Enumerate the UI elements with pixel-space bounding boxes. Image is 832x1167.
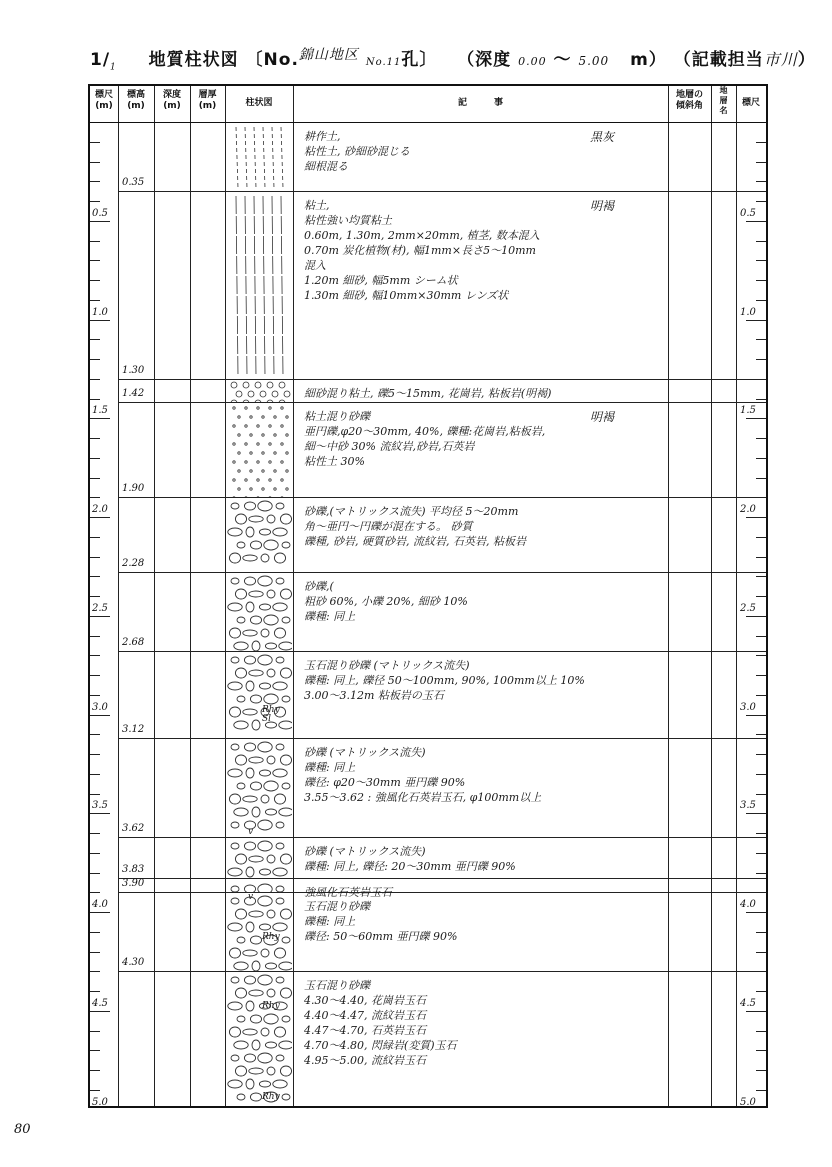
layer-elevation: 2.68 — [122, 637, 145, 649]
scale-label-left: 2.0 — [92, 504, 108, 515]
scale-label-right: 4.0 — [740, 899, 756, 910]
scale-tick-left — [90, 201, 100, 202]
scale-tick-left — [90, 339, 100, 340]
column-pattern — [226, 838, 292, 878]
layer-description-line: 粘性土 30% — [304, 455, 365, 469]
layer-boundary — [118, 572, 766, 573]
scale-tick-left — [90, 260, 100, 261]
scale-tick-left — [90, 1090, 100, 1091]
layer-elevation: 1.42 — [122, 388, 145, 400]
layer-elevation: 1.30 — [122, 364, 145, 376]
layer-description-line: 細根混る — [304, 160, 348, 173]
layer-description-line: 細砂混り粘土, 礫5～15mm, 花崗岩, 粘板岩(明褐) — [304, 386, 552, 400]
scale-tick-right — [756, 557, 766, 558]
scale-tick-right — [756, 754, 766, 755]
scale-tick-left — [90, 162, 100, 163]
layer-boundary — [118, 892, 766, 893]
layer-description-line: 1.20m 細砂, 幅5mm シーム状 — [304, 274, 458, 288]
scale-tick-left — [90, 932, 100, 933]
scale-tick-left — [90, 1070, 100, 1071]
title-hole-no: No.11 — [365, 57, 402, 68]
scale-label-right: 2.5 — [740, 602, 756, 614]
column-pattern — [226, 972, 292, 1109]
page-number: 80 — [14, 1122, 31, 1137]
scale-label-left: 4.5 — [92, 997, 108, 1009]
layer-color-note: 明褐 — [590, 410, 615, 425]
scale-tick-right — [756, 636, 766, 637]
scale-tick-right — [756, 695, 766, 696]
scale-tick-right — [756, 932, 766, 933]
layer-description-line: 礫種: 同上, 礫径 50～100mm, 90%, 100mm以上 10% — [304, 674, 585, 688]
scale-tick-left — [90, 418, 110, 419]
layer-elevation: 2.28 — [122, 558, 145, 570]
scale-tick-left — [90, 734, 100, 735]
scale-tick-right — [756, 596, 766, 597]
scale-tick-left — [90, 1050, 100, 1051]
column-rock-mark: Rhy — [262, 931, 280, 942]
scale-tick-left — [90, 497, 100, 498]
scale-tick-left — [90, 280, 100, 281]
layer-boundary — [118, 738, 766, 739]
scale-label-right: 4.5 — [740, 997, 756, 1009]
header-column: 柱状図 — [245, 98, 273, 108]
scale-label-right: 3.5 — [740, 800, 756, 812]
scale-tick-left — [90, 537, 100, 538]
scale-label-left: 0.5 — [92, 207, 108, 219]
title-depth-unit: m） — [630, 50, 667, 70]
scale-label-left: 3.5 — [92, 800, 108, 812]
scale-tick-right — [756, 241, 766, 242]
scale-tick-left — [90, 557, 100, 558]
scale-tick-right — [756, 1050, 766, 1051]
scale-label-left: 2.5 — [92, 602, 108, 614]
scale-tick-left — [90, 576, 100, 577]
column-pattern — [226, 739, 292, 837]
title-depth-to: 5.00 — [578, 54, 610, 68]
layer-elevation: 4.30 — [122, 957, 145, 969]
column-rock-mark: Rhy — [262, 704, 280, 715]
scale-tick-left — [90, 300, 100, 301]
layer-description-line: 粘性強い均質粘土 — [304, 214, 392, 228]
scale-tick-right — [746, 418, 766, 419]
layer-description-line: 玉石混り砂礫 — [304, 979, 370, 993]
scale-tick-left — [90, 399, 100, 400]
layer-boundary — [118, 651, 766, 652]
layer-elevation: 3.90 — [122, 878, 145, 890]
layer-description-line: 4.70～4.80, 閃緑岩(変質)玉石 — [304, 1039, 457, 1053]
scale-label-left: 1.5 — [92, 405, 108, 417]
layer-boundary — [118, 878, 766, 879]
title-depth-from: 0.00 — [518, 55, 547, 68]
title-no-open: 〔No. — [245, 50, 299, 70]
scale-tick-right — [756, 300, 766, 301]
scale-tick-left — [90, 971, 100, 972]
scale-tick-right — [756, 1090, 766, 1091]
scale-label-right: 2.0 — [740, 504, 756, 515]
scale-label-right: 3.0 — [740, 701, 756, 713]
title-charge-label: （記載担当 — [673, 50, 764, 70]
scale-tick-left — [90, 320, 110, 321]
scale-tick-left — [90, 478, 100, 479]
scale-label-right: 1.0 — [740, 306, 756, 318]
title-label: 地質柱状図 — [148, 50, 239, 70]
scale-tick-right — [756, 991, 766, 992]
scale-tick-right — [746, 616, 766, 617]
scale-tick-right — [746, 715, 766, 716]
title-depth-label: （深度 — [457, 50, 512, 70]
scale-tick-left — [90, 675, 100, 676]
layer-elevation: 1.90 — [122, 483, 145, 495]
scale-tick-right — [746, 1011, 766, 1012]
title-charge-name: 市川 — [763, 50, 798, 69]
layer-elevation: 3.62 — [122, 822, 145, 834]
scale-tick-left — [90, 833, 100, 834]
layer-description-line: 粘性土, 砂細砂混じる — [304, 145, 410, 158]
layer-description-line: 亜円礫,φ20～30mm, 40%, 礫種:花崗岩,粘板岩, — [304, 425, 546, 439]
scale-tick-right — [756, 399, 766, 400]
scale-tick-right — [756, 181, 766, 182]
scale-tick-right — [746, 517, 766, 518]
column-rock-mark: Sl — [262, 714, 272, 725]
layer-description-line: 礫種: 同上 — [304, 610, 356, 624]
column-pattern — [226, 573, 292, 651]
scale-tick-right — [756, 833, 766, 834]
layer-description-line: 3.00～3.12m 粘板岩の玉石 — [304, 689, 444, 703]
title-hole-suffix: 孔〕 — [401, 50, 438, 70]
column-pattern — [226, 652, 292, 738]
scale-tick-right — [756, 359, 766, 360]
scale-tick-right — [756, 201, 766, 202]
scale-tick-left — [90, 438, 100, 439]
layer-description-line: 砂礫,(マトリックス流失) 平均径 5～20mm — [304, 505, 519, 519]
scale-tick-left — [90, 655, 100, 656]
scale-tick-right — [756, 537, 766, 538]
scale-tick-right — [756, 734, 766, 735]
column-pattern — [226, 498, 292, 572]
scale-tick-left — [90, 754, 100, 755]
scale-tick-left — [90, 991, 100, 992]
layer-description-line: 4.40～4.47, 流紋岩玉石 — [304, 1009, 426, 1023]
scale-tick-right — [756, 655, 766, 656]
header-scale-left: 標尺 (m) — [94, 90, 113, 111]
scale-tick-left — [90, 458, 100, 459]
scale-tick-left — [90, 794, 100, 795]
layer-description-line: 礫種: 同上 — [304, 761, 356, 775]
column-pattern — [226, 123, 292, 191]
scale-tick-right — [756, 873, 766, 874]
layer-boundary — [118, 191, 766, 192]
scale-tick-left — [90, 616, 110, 617]
scale-tick-left — [90, 853, 100, 854]
scale-tick-left — [90, 241, 100, 242]
layer-description-line: 3.55～3.62 : 強風化石英岩玉石, φ100mm以上 — [304, 791, 542, 805]
layer-description-line: 4.95～5.00, 流紋岩玉石 — [304, 1054, 426, 1068]
column-rock-mark: Rhy — [262, 1000, 280, 1011]
scale-tick-left — [90, 221, 110, 222]
scale-tick-left — [90, 873, 100, 874]
scale-tick-right — [756, 853, 766, 854]
layer-description-line: 角～亜円～円礫が混在する。 砂質 — [304, 520, 473, 534]
layer-color-note: 黒灰 — [590, 130, 615, 144]
layer-color-note: 明褐 — [590, 199, 615, 214]
layer-description-line: 0.60m, 1.30m, 2mm×20mm, 植茎, 数本混入 — [304, 229, 540, 243]
scale-tick-right — [756, 142, 766, 143]
scale-tick-right — [746, 912, 766, 913]
layer-description-line: 礫種, 砂岩, 硬質砂岩, 流紋岩, 石英岩, 粘板岩 — [304, 535, 526, 549]
scale-label-right: 0.5 — [740, 207, 756, 219]
scale-tick-right — [756, 1031, 766, 1032]
header-description: 記 事 — [457, 98, 503, 108]
scale-tick-right — [756, 339, 766, 340]
scale-tick-left — [90, 892, 100, 893]
scale-tick-right — [756, 794, 766, 795]
layer-elevation: 3.83 — [122, 864, 145, 876]
scale-tick-left — [90, 774, 100, 775]
scale-tick-right — [756, 478, 766, 479]
scale-tick-left — [90, 596, 100, 597]
scale-tick-left — [90, 813, 110, 814]
layer-description-line: 砂礫 (マトリックス流失) — [304, 746, 426, 760]
scale-tick-right — [756, 260, 766, 261]
column-rock-mark: v — [248, 826, 254, 837]
layer-description-line: 4.30～4.40, 花崗岩玉石 — [304, 994, 426, 1008]
scale-tick-right — [756, 280, 766, 281]
layer-description-line: 玉石混り砂礫 — [304, 900, 370, 914]
scale-tick-right — [756, 774, 766, 775]
scale-tick-right — [746, 320, 766, 321]
scale-label-left: 5.0 — [92, 1096, 108, 1108]
title-depth-tilde: ～ — [553, 50, 572, 70]
layer-description-line: 玉石混り砂礫 (マトリックス流失) — [304, 659, 470, 673]
scale-tick-left — [90, 695, 100, 696]
scale-tick-left — [90, 181, 100, 182]
layer-description-line: 礫径: φ20～30mm 亜円礫 90% — [304, 776, 466, 790]
title-site: 錦山地区 — [298, 47, 359, 63]
layer-description-line: 1.30m 細砂, 幅10mm×30mm レンズ状 — [304, 289, 509, 303]
layer-description-line: 粘土, — [304, 199, 330, 213]
scale-tick-right — [756, 1070, 766, 1071]
layer-description-line: 礫種: 同上 — [304, 915, 356, 929]
column-rock-mark: v — [248, 892, 254, 903]
scale-tick-left — [90, 517, 110, 518]
layer-description-line: 0.70m 炭化植物(材), 幅1mm×長さ5～10mm — [304, 244, 536, 258]
scale-label-right: 5.0 — [740, 1096, 756, 1108]
scale-tick-right — [756, 675, 766, 676]
header-depth: 深度 (m) — [162, 90, 181, 111]
layer-description-line: 耕作土, — [304, 130, 341, 143]
column-pattern — [226, 380, 292, 403]
scale-tick-left — [90, 142, 100, 143]
layer-description-line: 混入 — [304, 259, 326, 273]
scale-label-right: 1.5 — [740, 405, 756, 417]
header-dip: 地層の 傾斜角 — [675, 90, 703, 111]
layer-description-line: 砂礫,( — [304, 580, 334, 594]
scale-tick-right — [756, 952, 766, 953]
scale-tick-left — [90, 952, 100, 953]
header-elevation: 標高 (m) — [126, 90, 145, 111]
scale-tick-right — [756, 458, 766, 459]
sheet-title — [90, 44, 816, 72]
layer-boundary — [118, 497, 766, 498]
scale-tick-right — [756, 162, 766, 163]
layer-boundary — [118, 837, 766, 838]
header-thickness: 層厚 (m) — [198, 90, 217, 111]
scale-tick-right — [746, 813, 766, 814]
title-prefix: 1/ — [90, 50, 111, 70]
scale-label-left: 3.0 — [92, 701, 108, 713]
scale-tick-right — [756, 438, 766, 439]
layer-boundary — [118, 971, 766, 972]
layer-description-line: 細～中砂 30% 流紋岩,砂岩,石英岩 — [304, 440, 475, 454]
scale-tick-left — [90, 912, 110, 913]
layer-description-line: 礫種: 同上, 礫径: 20～30mm 亜円礫 90% — [304, 859, 516, 873]
column-rock-mark: Rhy — [262, 1091, 280, 1102]
layer-description-line: 砂礫 (マトリックス流失) — [304, 844, 426, 858]
layer-description-line: 粗砂 60%, 小礫 20%, 細砂 10% — [304, 595, 468, 609]
layer-description-line: 強風化石英岩玉石 — [304, 886, 392, 900]
layer-description-line: 粘土混り砂礫 — [304, 410, 370, 424]
scale-tick-left — [90, 636, 100, 637]
column-pattern — [226, 893, 292, 971]
layer-description-line: 礫径: 50～60mm 亜円礫 90% — [304, 930, 458, 944]
scale-tick-left — [90, 715, 110, 716]
scale-tick-left — [90, 1011, 110, 1012]
scale-label-left: 4.0 — [92, 899, 108, 910]
title-page-total: 1 — [110, 62, 117, 73]
scale-tick-left — [90, 1031, 100, 1032]
scale-label-left: 1.0 — [92, 306, 108, 318]
header-formation: 地 層 名 — [719, 86, 728, 115]
scale-tick-right — [756, 576, 766, 577]
layer-boundary — [118, 379, 766, 380]
title-charge-close: ） — [797, 50, 816, 70]
layer-description-line: 4.47～4.70, 石英岩玉石 — [304, 1024, 426, 1038]
layer-elevation: 0.35 — [122, 177, 145, 189]
column-pattern — [226, 403, 292, 497]
header-scale-right: 標尺 — [741, 98, 760, 108]
scale-tick-left — [90, 379, 100, 380]
scale-tick-right — [746, 221, 766, 222]
layer-elevation: 3.12 — [122, 724, 145, 736]
column-pattern — [226, 192, 292, 379]
boring-log-table — [88, 84, 768, 1108]
scale-tick-left — [90, 359, 100, 360]
column-pattern — [226, 879, 292, 892]
layer-boundary — [118, 402, 766, 403]
